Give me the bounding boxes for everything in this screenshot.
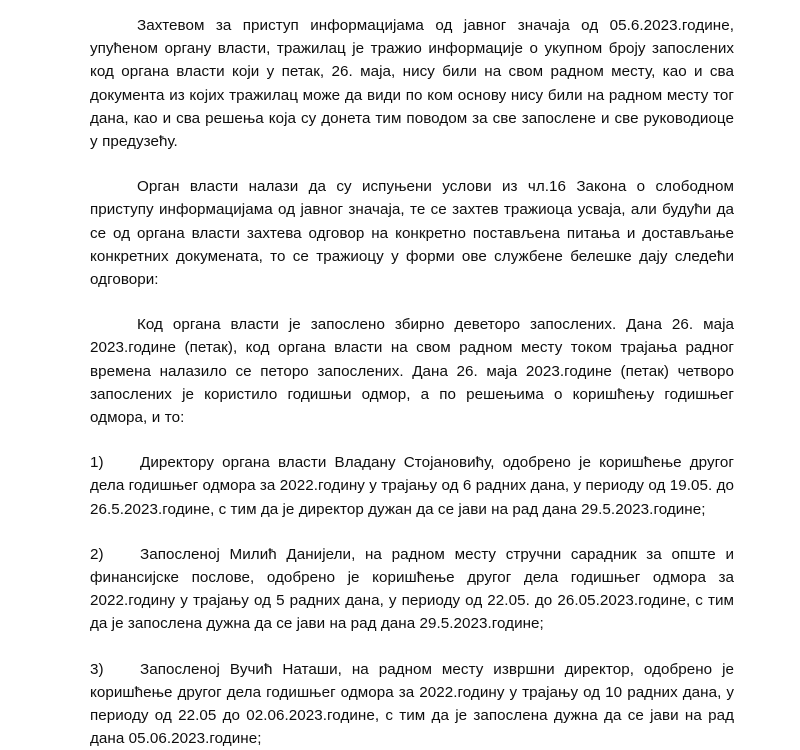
- paragraph-employee-counts: Код органа власти је запослено збирно деветоро запослених. Дана 26. маја 2023.године (петак), код органа власти на свом радном месту током трајања радног времена налазило се петоро запослених. Дана 26. маја 2023.године (петак) четворо запослених је користило годишњи одмор, а по решењима о коришћењу годишњег одмора, и то:: [90, 316, 734, 427]
- document-body: [90, 14, 734, 750]
- item-2-text: Запосленој Милић Данијели, на радном месту стручни сарадник за опште и финансијске послове, одобрено је коришћење другог дела годишњег одмора за 2022.годину у трајању од 5 радних дана, у периоду од 22.05. до 26.05.2023.године, с тим да је запослена дужна да се јави на рад дана 29.5.2023.године;: [90, 545, 734, 633]
- item-1-text: Директору органа власти Владану Стојановићу, одобрено је коришћење другог дела годишњег одмора за 2022.годину у трајању од 6 радних дана, у периоду од 19.05. до 26.5.2023.године, с тим да је директор дужан да се јави на рад дана 29.5.2023.године;: [90, 454, 734, 518]
- numbered-item-1: [90, 451, 734, 521]
- item-2-marker: 2): [90, 545, 104, 563]
- paragraph-request-description: Захтевом за приступ информацијама од јавног значаја од 05.6.2023.године, упућеном органу власти, тражилац је тражио информације о укупном броју запослених код органа власти који у петак, 26. маја, нису били на свом радном месту, као и сва документа из којих тражилац може да види по ком основу нису били на радном месту тог дана, као и сва решења која су донета тим поводом за све запослене и све руководиоце у предузећу.: [90, 17, 734, 151]
- numbered-item-2: [90, 543, 734, 636]
- paragraph-authority-finding: Орган власти налази да су испуњени услови из чл.16 Закона о слободном приступу информацијама од јавног значаја, те се захтев тражиоца усваја, али будући да се од органа власти захтева одговор на конкретно постављена питања и достављање конкретних докумената, то се тражиоцу у форми ове службене белешке дају следећи одговори:: [90, 178, 734, 289]
- item-1-marker: 1): [90, 454, 104, 472]
- item-3-marker: 3): [90, 660, 104, 678]
- item-3-text: Запосленој Вучић Наташи, на радном месту извршни директор, одобрено је коришћење другог дела годишњег одмора за 2022.годину у трајању од 10 радних дана, у периоду од 22.05 до 02.06.2023.године, с тим да је запослена дужна да се јави на рад дана 05.06.2023.године;: [90, 660, 734, 748]
- numbered-item-3: [90, 658, 734, 750]
